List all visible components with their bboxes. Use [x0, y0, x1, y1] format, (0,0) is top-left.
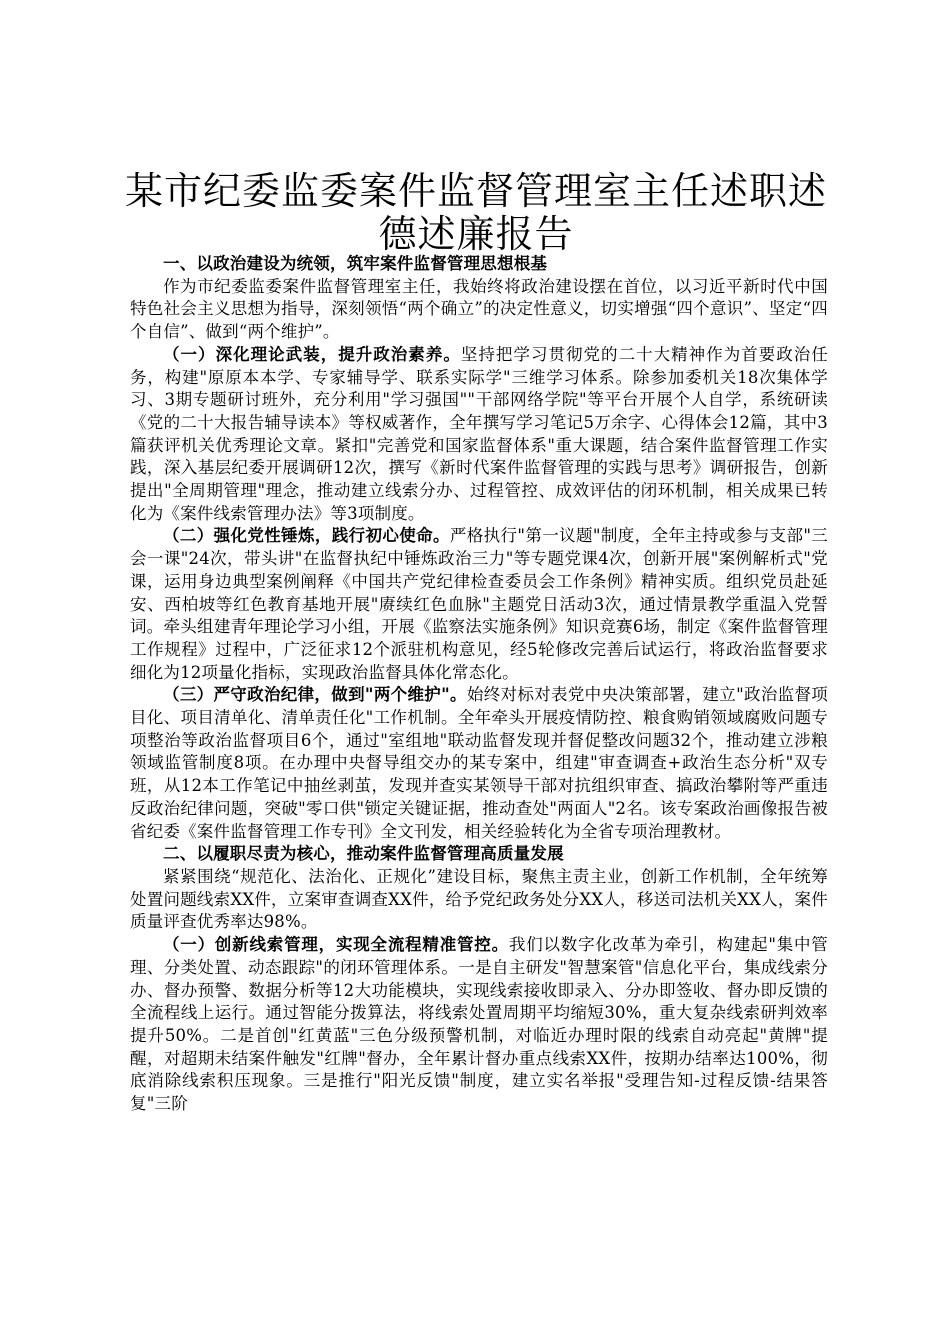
paragraph-text: 坚持把学习贯彻党的二十大精神作为首要政治任务，构建"原原本本学、专家辅导学、联系实际学"三维学习体系。除参加委机关18次集体学习、3期专题研讨班外，充分利用"学习强国""干部网络学院"等平台开展个人自学，系统研读《党的二十大报告辅导读本》等权威著作，全年撰写学习笔记5万余字、心得体会12篇，其中3篇获评机关优秀理论文章。紧扣"完善党和国家监督体系"重大课题，结合案件监督管理工作实践，深入基层纪委开展调研12次，撰写《新时代案件监督管理的实践与思考》调研报告，创新提出"全周期管理"理念，推动建立线索分办、过程管控、成效评估的闭环机制，相关成果已转化为《案件线索管理办法》等3项制度。 — [130, 344, 829, 523]
paragraph-text: 始终对标对表党中央决策部署，建立"政治监督项目化、项目清单化、清单责任化"工作机制。全年牵头开展疫情防控、粮食购销领域腐败问题专项整治等政治监督项目6个，通过"室组地"联动监督发现并督促整改问题32个，推动建立涉粮领域监管制度8项。在办理中央督导组交办的某专案中，组建"审查调查+政治生态分析"双专班，从12本工作笔记中抽丝剥茧，发现并查实某领导干部对抗组织审查、搞政治攀附等严重违反政治纪律问题，突破"零口供"锁定关键证据，推动查处"两面人"2名。该专案政治画像报告被省纪委《案件监督管理工作专刊》全文刊发，相关经验转化为全省专项治理教材。 — [130, 685, 828, 841]
section-heading: 一、以政治建设为统领，筑牢案件监督管理思想根基 — [163, 254, 548, 273]
paragraph — [130, 525, 828, 684]
paragraph-lead: （三）严守政治纪律，做到"两个维护"。 — [163, 685, 467, 705]
section-intro: 紧紧围绕“规范化、法治化、正规化”建设目标，聚焦主责主业，创新工作机制，全年统筹处置问题线索XX件，立案审查调查XX件，给予党纪政务处分XX人，移送司法机关XX人，案件质量评查优秀率达98%。 — [130, 866, 828, 932]
paragraph-lead: （二）强化党性锤炼，践行初心使命。 — [163, 526, 450, 546]
paragraph — [130, 934, 828, 1116]
section-heading: 二、以履职尽责为核心，推动案件监督管理高质量发展 — [163, 844, 564, 864]
paragraph — [130, 684, 828, 843]
document-body — [130, 253, 828, 1116]
section-intro: 作为市纪委监委案件监督管理室主任，我始终将政治建设摆在首位，以习近平新时代中国特色社会主义思想为指导，深刻领悟“两个确立”的决定性意义，切实增强“四个意识”、坚定“四个自信”、做到“两个维护”。 — [130, 276, 828, 342]
paragraph-text: 严格执行"第一议题"制度，全年主持或参与支部"三会一课"24次，带头讲"在监督执纪中锤炼政治三力"等专题党课4次，创新开展"案例解析式"党课，运用身边典型案例阐释《中国共产党纪律检查委员会工作条例》精神实质。组织党员赴延安、西柏坡等红色教育基地开展"赓续红色血脉"主题党日活动3次，通过情景教学重温入党誓词。牵头组建青年理论学习小组，开展《监察法实施条例》知识竞赛6场，制定《案件监督管理工作规程》过程中，广泛征求12个派驻机构意见，经5轮修改完善后试运行，将政治监督要求细化为12项量化指标，实现政治监督具体化常态化。 — [130, 526, 828, 682]
paragraph-text: 我们以数字化改革为牵引，构建起"集中管理、分类处置、动态跟踪"的闭环管理体系。一是自主研发"智慧案管"信息化平台，集成线索分办、督办预警、数据分析等12大功能模块，实现线索接收即录入、分办即签收、督办即反馈的全流程线上运行。通过智能分拨算法，将线索处置周期平均缩短30%，重大复杂线索研判效率提升50%。二是首创"红黄蓝"三色分级预警机制，对临近办理时限的线索自动亮起"黄牌"提醒，对超期未结案件触发"红牌"督办，全年累计督办重点线索XX件，按期办结率达100%，彻底消除线索积压现象。三是推行"阳光反馈"制度，建立实名举报"受理告知-过程反馈-结果答复"三阶 — [130, 935, 829, 1114]
paragraph-lead: （一）创新线索管理，实现全流程精准管控。 — [163, 935, 509, 955]
paragraph-lead: （一）深化理论武装，提升政治素养。 — [163, 344, 461, 364]
paragraph — [130, 344, 828, 526]
document-title: 某市纪委监委案件监督管理室主任述职述德述廉报告 — [124, 169, 827, 256]
